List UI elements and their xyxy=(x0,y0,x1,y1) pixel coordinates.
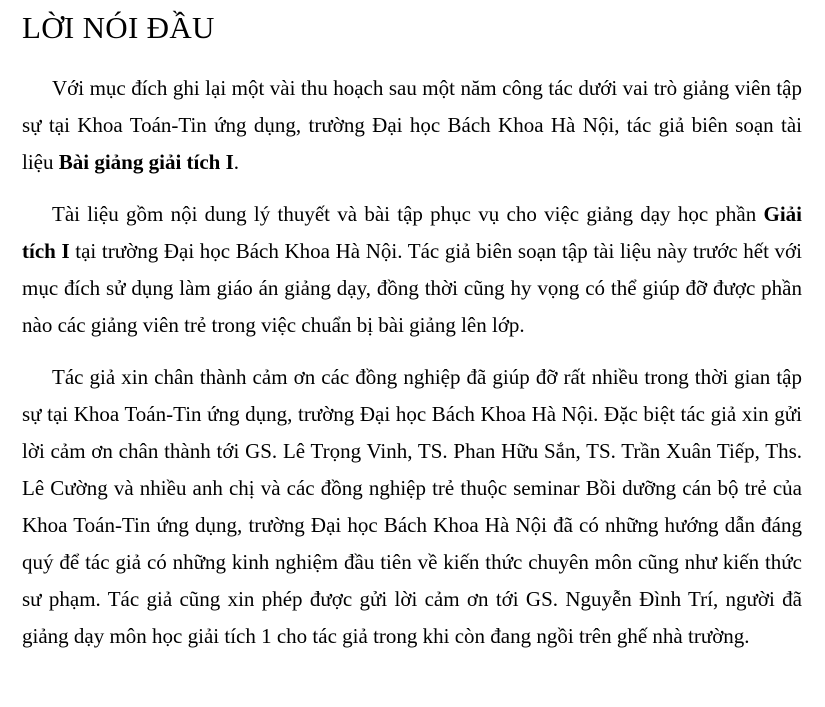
book-title-bold: Bài giảng giải tích I xyxy=(58,150,234,174)
page-title: LỜI NÓI ĐẦU xyxy=(22,10,215,45)
paragraph-intro xyxy=(22,70,802,181)
document-body xyxy=(22,70,802,655)
paragraph-content-text: Tài liệu gồm nội dung lý thuyết và bài tập phục vụ cho việc giảng dạy học phần xyxy=(52,202,764,226)
paragraph-content xyxy=(22,196,802,344)
paragraph-content-rest: tại trường Đại học Bách Khoa Hà Nội. Tác giả biên soạn tập tài liệu này trước hết với mục đích sử dụng làm giáo án giảng dạy, đồng thời cũng hy vọng có thể giúp đỡ được phần nào các giảng viên trẻ trong việc chuẩn bị bài giảng lên lớp. xyxy=(22,239,803,337)
paragraph-acknowledgements: Tác giả xin chân thành cảm ơn các đồng nghiệp đã giúp đỡ rất nhiều trong thời gian tập sự tại Khoa Toán-Tin ứng dụng, trường Đại học Bách Khoa Hà Nội. Đặc biệt tác giả xin gửi lời cảm ơn chân thành tới GS. Lê Trọng Vinh, TS. Phan Hữu Sắn, TS. Trần Xuân Tiếp, Ths. Lê Cường và nhiều anh chị và các đồng nghiệp trẻ thuộc seminar Bồi dưỡng cán bộ trẻ của Khoa Toán-Tin ứng dụng, trường Đại học Bách Khoa Hà Nội đã có những hướng dẫn đáng quý để tác giả có những kinh nghiệm đầu tiên về kiến thức chuyên môn cũng như kiến thức sư phạm. Tác giả cũng xin phép được gửi lời cảm ơn tới GS. Nguyễn Đình Trí, người đã giảng dạy môn học giải tích 1 cho tác giả trong khi còn đang ngồi trên ghế nhà trường. xyxy=(22,365,802,648)
course-name-bold: Giải tích I xyxy=(22,202,802,263)
paragraph-intro-text: Với mục đích ghi lại một vài thu hoạch sau một năm công tác dưới vai trò giảng viên tập sự tại Khoa Toán-Tin ứng dụng, trường Đại học Bách Khoa Hà Nội, tác giả biên soạn tài liệu xyxy=(22,76,802,174)
paragraph-intro-end: . xyxy=(233,150,240,174)
